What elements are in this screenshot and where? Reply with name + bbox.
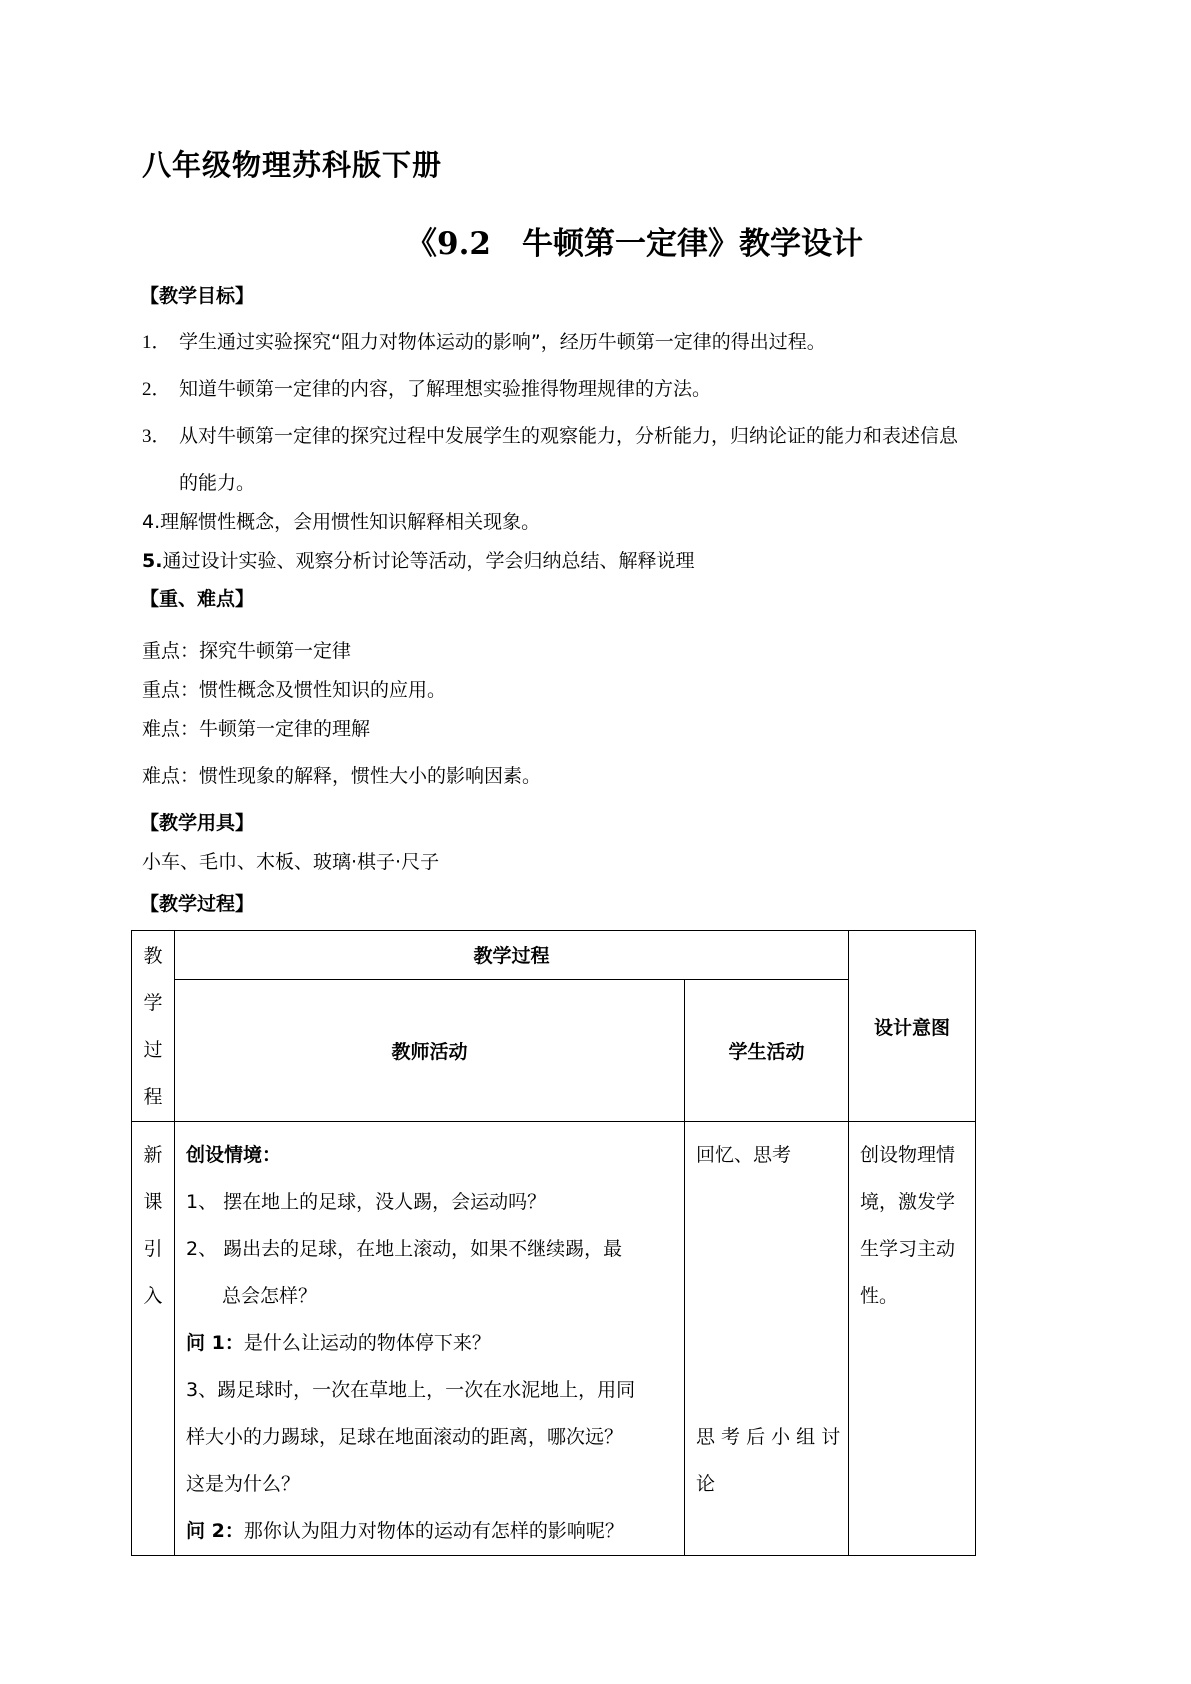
- key-point-line-2: 重点：惯性概念及惯性知识的应用。: [142, 679, 447, 701]
- objective-text: 学生通过实验探究“阻力对物体运动的影响”，经历牛顿第一定律的得出过程。: [179, 331, 826, 353]
- stage-char: 入: [143, 1285, 163, 1307]
- subtitle-prefix: 《: [406, 226, 438, 262]
- stage-char: 课: [143, 1191, 163, 1213]
- teacher-question-3-line-2: 样大小的力踢球，足球在地面滚动的距离，哪次远？: [186, 1426, 624, 1448]
- teacher-ask-1: [186, 1320, 674, 1367]
- tools-text: 小车、毛巾、木板、玻璃·棋子·尺子: [142, 851, 440, 873]
- objective-text: 知道牛顿第一定律的内容，了解理想实验推得物理规律的方法。: [179, 378, 712, 400]
- stage-header-char: 教: [143, 945, 163, 967]
- teacher-ask-2: [186, 1508, 674, 1555]
- objective-number: 3．: [142, 426, 171, 447]
- teacher-question-1: 1、 摆在地上的足球，没人踢，会运动吗？: [186, 1191, 547, 1213]
- process-heading: 【教学过程】: [140, 893, 255, 915]
- ask-label: 问 2：: [186, 1520, 244, 1542]
- stage-header-char: 学: [143, 992, 163, 1014]
- intent-line: 创设物理情: [860, 1144, 956, 1166]
- objective-text: 通过设计实验、观察分析讨论等活动，学会归纳总结、解释说理: [162, 550, 695, 572]
- objective-item-3-continued: 的能力。: [179, 472, 256, 494]
- objective-item-5: [142, 546, 694, 573]
- intent-line: 境，激发学: [860, 1191, 956, 1213]
- subtitle-rest: 牛顿第一定律》教学设计: [490, 226, 863, 262]
- stage-header-char: 程: [143, 1086, 163, 1108]
- intent-header-cell: 设计意图: [849, 931, 976, 1122]
- stage-header-cell: [132, 931, 175, 1122]
- process-header-cell: 教学过程: [175, 931, 849, 980]
- subtitle-number: 9.2: [437, 226, 491, 262]
- objective-number: 1．: [142, 332, 171, 353]
- key-point-line-3: 难点：牛顿第一定律的理解: [142, 718, 371, 740]
- objective-number: 2．: [142, 379, 171, 400]
- objective-text: 从对牛顿第一定律的探究过程中发展学生的观察能力，分析能力，归纳论证的能力和表述信息: [179, 425, 959, 447]
- ask-label: 问 1：: [186, 1332, 244, 1354]
- teacher-question-3-line-3: 这是为什么？: [186, 1473, 301, 1495]
- intent-line: 生学习主动: [860, 1238, 956, 1260]
- stage-char: 引: [143, 1238, 163, 1260]
- document-subtitle: [0, 218, 1191, 263]
- teacher-activity-cell: [175, 1122, 685, 1556]
- key-points-heading: 【重、难点】: [140, 588, 255, 610]
- document-title: 八年级物理苏科版下册: [142, 148, 443, 182]
- key-point-line-1: 重点：探究牛顿第一定律: [142, 640, 352, 662]
- stage-cell-intro: [132, 1122, 175, 1556]
- ask-text: 是什么让运动的物体停下来？: [243, 1332, 491, 1354]
- student-activity-cell: [685, 1122, 849, 1556]
- teacher-question-2: 2、 踢出去的足球，在地上滚动，如果不继续踢，最: [186, 1238, 623, 1260]
- teacher-question-3: 3、踢足球时，一次在草地上，一次在水泥地上，用同: [186, 1379, 636, 1401]
- key-point-line-4: 难点：惯性现象的解释，惯性大小的影响因素。: [142, 765, 542, 787]
- stage-char: 新: [143, 1144, 163, 1166]
- tools-heading: 【教学用具】: [140, 812, 255, 834]
- student-activity-2-continued: 论: [696, 1473, 716, 1495]
- objective-item-4: 4.理解惯性概念，会用惯性知识解释相关现象。: [142, 511, 541, 533]
- intent-line: 性。: [860, 1285, 899, 1307]
- stage-header-char: 过: [143, 1039, 163, 1061]
- student-activity-2: 思 考 后 小 组 讨: [696, 1426, 841, 1448]
- process-table: [131, 930, 976, 1556]
- student-activity-1: 回忆、思考: [696, 1144, 792, 1166]
- design-intent-cell: [849, 1122, 976, 1556]
- student-header-cell: 学生活动: [685, 979, 849, 1122]
- objectives-heading: 【教学目标】: [140, 285, 255, 307]
- teacher-header-cell: 教师活动: [175, 979, 685, 1122]
- objective-number: 5.: [142, 550, 163, 572]
- teacher-question-2-continued: 总会怎样？: [222, 1285, 318, 1307]
- teacher-activity-title: 创设情境：: [186, 1144, 282, 1166]
- ask-text: 那你认为阻力对物体的运动有怎样的影响呢？: [243, 1520, 624, 1542]
